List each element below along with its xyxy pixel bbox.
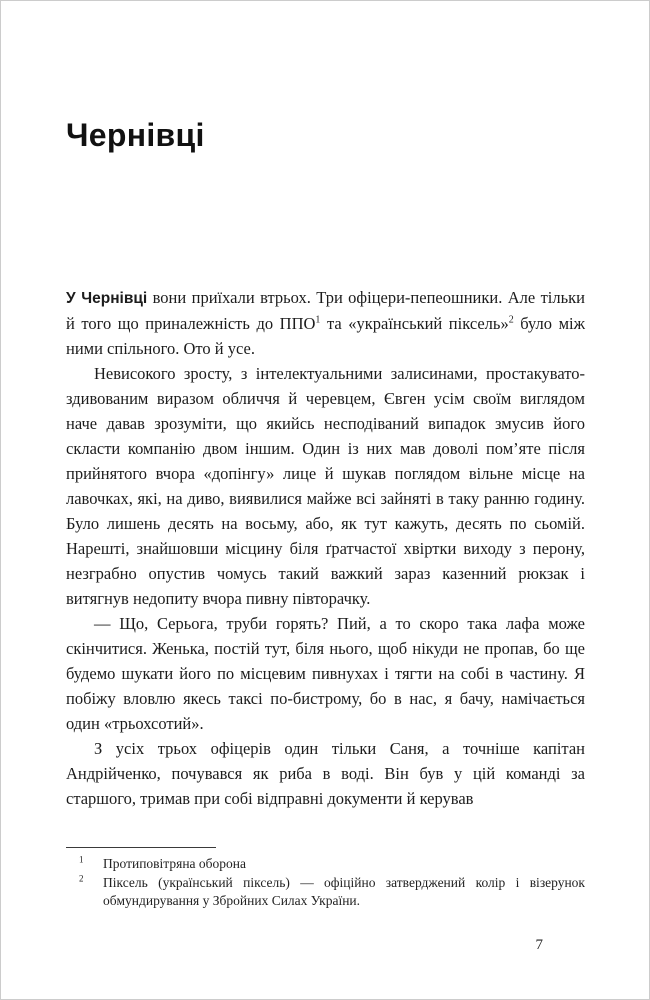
footnote-number: 2 [79,873,84,883]
text-segment: вони приїхали втрьох. Три офіцери-пепеошники. Але тільки й того що приналежність до ППО [66,288,585,333]
text-segment: З усіх трьох офіцерів один тільки Саня, а точніше капітан Андрійченко, почувався як риба в воді. Він був у цій команді за старшого, тримав при собі відправні документи й керував [66,739,585,808]
body-text [66,285,585,811]
chapter-title: Чернівці [66,117,205,153]
footnote-divider [66,847,216,848]
paragraph [66,361,585,611]
page-number: 7 [535,937,543,953]
paragraph [66,611,585,736]
footnotes-section [66,847,585,911]
text-segment: було між ними спільного. Ото й усе. [66,314,585,358]
footnote-marker: 2 [508,314,514,326]
footnote-text: Піксель (український піксель) — офіційно затверджений колір і візерунок обмундирування у Збройних Силах України. [103,874,585,908]
footnote-list [66,855,585,911]
footnote [66,855,585,874]
footnote-text: Протиповітряна оборона [103,856,246,871]
text-segment: та «український піксель» [320,314,509,333]
paragraph [66,736,585,811]
page-content [1,1,649,811]
text-segment: — Що, Серьога, труби горять? Пий, а то скоро така лафа може скінчитися. Женька, постій тут, біля нього, щоб нікуди не пропав, бо ще будемо шукати його по місцевим пивнухах і тягти на собі в частину. Я побіжу вловлю якесь таксі по-бистрому, бо в нас, я бачу, намічається один «трьохсотий». [66,614,585,733]
footnote-number: 1 [79,854,84,865]
footnote [66,874,585,911]
paragraph-lead-bold: У Чернівці [66,290,148,307]
footnote-marker: 1 [315,314,321,326]
paragraph [66,285,585,361]
text-segment: Невисокого зросту, з інтелектуальними залисинами, простакувато-здивованим виразом обличчя й черевцем, Євген усім своїм виглядом наче давав зрозуміти, що якийсь несподіваний випадок змусив його скласти компанію двом іншим. Один із них мав доволі пом’яте після прийнятого вчора «допінгу» лице й шукав поглядом вільне місце на лавочках, які, на диво, виявилися майже всі зайняті в таку ранню годину. Було лишень десять на восьму, або, як тут кажуть, десять по сьомій. Нарешті, знайшовши місцину біля ґратчастої хвіртки виходу з перону, незграбно опустив чомусь такий важкий зараз казенний рюкзак і витягнув недопиту вчора пивну півторачку. [66,364,585,608]
